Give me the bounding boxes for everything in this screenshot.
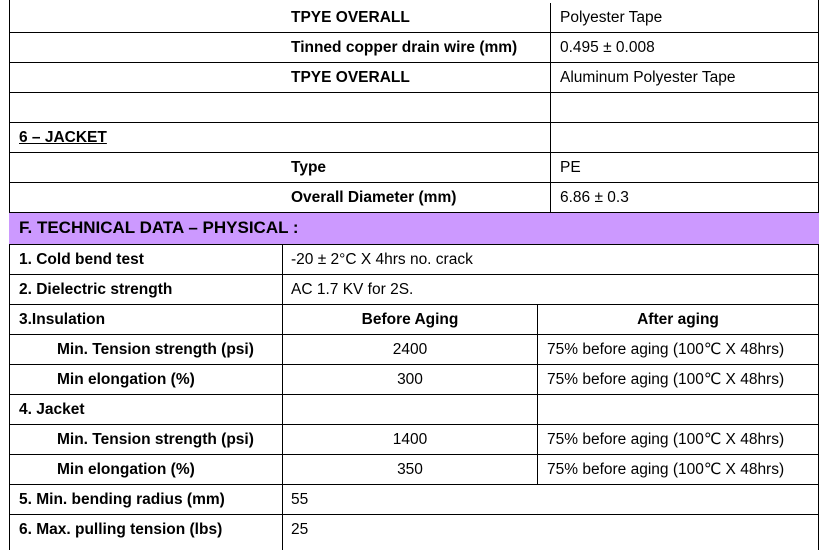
table-row — [9, 153, 819, 183]
table-row — [9, 123, 819, 153]
table-row — [9, 183, 819, 213]
jacket-diameter-value: 6.86 ± 0.3 — [560, 189, 629, 206]
jacket-type-value: PE — [560, 159, 581, 176]
before-aging-header: Before Aging — [361, 311, 459, 328]
shield-type-label-2: TPYE OVERALL — [291, 69, 410, 86]
insulation-elongation-label: Min elongation (%) — [57, 371, 195, 388]
jacket-type-label: Type — [291, 159, 327, 176]
drain-wire-value: 0.495 ± 0.008 — [560, 39, 655, 56]
jacket-physical-label: 4. Jacket — [19, 401, 85, 418]
jacket-heading: 6 – JACKET — [19, 129, 107, 146]
cold-bend-value: -20 ± 2°C X 4hrs no. crack — [291, 251, 473, 268]
shield-type-value-2: Aluminum Polyester Tape — [560, 69, 736, 86]
insulation-elongation-before: 300 — [397, 371, 423, 388]
pulling-tension-label: 6. Max. pulling tension (lbs) — [19, 521, 223, 538]
bending-radius-value: 55 — [291, 491, 309, 508]
insulation-tension-after: 75% before aging (100℃ X 48hrs) — [547, 341, 785, 358]
bending-radius-label: 5. Min. bending radius (mm) — [19, 491, 225, 508]
jacket-elongation-label: Min elongation (%) — [57, 461, 195, 478]
jacket-elongation-after: 75% before aging (100℃ X 48hrs) — [547, 461, 785, 478]
shield-type-label: TPYE OVERALL — [291, 9, 410, 26]
table-row — [9, 335, 819, 365]
jacket-tension-before: 1400 — [392, 431, 428, 448]
insulation-elongation-after: 75% before aging (100℃ X 48hrs) — [547, 371, 785, 388]
insulation-label: 3.Insulation — [19, 311, 106, 328]
table-row — [9, 455, 819, 485]
pulling-tension-value: 25 — [291, 521, 309, 538]
cold-bend-label: 1. Cold bend test — [19, 251, 144, 268]
section-title: F. TECHNICAL DATA – PHYSICAL : — [19, 218, 299, 237]
jacket-tension-label: Min. Tension strength (psi) — [57, 431, 254, 448]
shield-type-value: Polyester Tape — [560, 9, 663, 26]
table-row — [9, 275, 819, 305]
jacket-tension-after: 75% before aging (100℃ X 48hrs) — [547, 431, 785, 448]
dielectric-value: AC 1.7 KV for 2S. — [291, 281, 414, 298]
insulation-tension-label: Min. Tension strength (psi) — [57, 341, 254, 358]
drain-wire-label: Tinned copper drain wire (mm) — [291, 39, 518, 56]
after-aging-header: After aging — [637, 311, 719, 328]
table-row — [9, 305, 819, 335]
jacket-diameter-label: Overall Diameter (mm) — [291, 189, 457, 206]
insulation-tension-before: 2400 — [392, 341, 428, 358]
table-row-empty — [9, 93, 819, 123]
table-row — [9, 245, 819, 275]
table-row — [9, 33, 819, 63]
table-row — [9, 3, 819, 33]
dielectric-label: 2. Dielectric strength — [19, 281, 173, 298]
table-row — [9, 425, 819, 455]
spec-table — [9, 0, 819, 550]
section-header — [9, 213, 819, 245]
table-row — [9, 63, 819, 93]
jacket-elongation-before: 350 — [397, 461, 423, 478]
table-row — [9, 395, 819, 425]
table-row — [9, 515, 819, 550]
table-row — [9, 485, 819, 515]
table-row — [9, 365, 819, 395]
